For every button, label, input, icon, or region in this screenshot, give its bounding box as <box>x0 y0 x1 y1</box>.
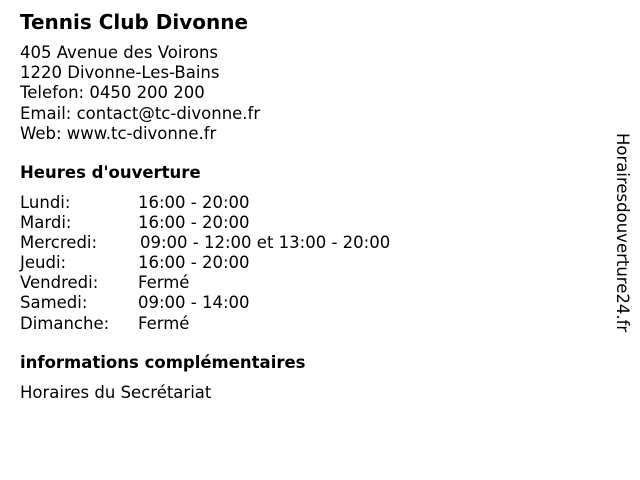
day-label: Mardi: <box>20 213 72 233</box>
day-hours: 16:00 - 20:00 <box>138 253 250 273</box>
day-label: Dimanche: <box>20 313 110 333</box>
hours-row-tuesday <box>20 213 390 233</box>
club-name: Tennis Club Divonne <box>20 10 249 34</box>
day-label: Mercredi: <box>20 233 98 253</box>
web-line: Web: www.tc-divonne.fr <box>20 123 217 143</box>
day-hours: 16:00 - 20:00 <box>138 193 250 212</box>
address-city: 1220 Divonne-Les-Bains <box>20 63 220 83</box>
day-hours: Fermé <box>138 273 190 293</box>
address-street: 405 Avenue des Voirons <box>20 43 219 62</box>
email-line: Email: contact@tc-divonne.fr <box>20 103 261 123</box>
day-label: Vendredi: <box>20 273 99 293</box>
day-label: Lundi: <box>20 193 71 212</box>
day-hours: 16:00 - 20:00 <box>138 213 250 233</box>
hours-row-sunday <box>20 314 390 334</box>
hours-row-friday <box>20 273 390 293</box>
hours-table <box>20 193 390 334</box>
hours-row-saturday <box>20 293 390 313</box>
day-label: Jeudi: <box>20 253 67 273</box>
info-heading: informations complémentaires <box>20 353 306 372</box>
day-hours: Fermé <box>138 313 190 333</box>
info-text: Horaires du Secrétariat <box>20 383 212 402</box>
day-label: Samedi: <box>20 293 88 313</box>
day-hours: 09:00 - 14:00 <box>138 293 250 313</box>
hours-row-monday <box>20 193 390 213</box>
hours-row-wednesday <box>20 233 390 253</box>
site-credit: Horairesdouverture24.fr <box>613 133 632 333</box>
phone-line: Telefon: 0450 200 200 <box>20 83 205 103</box>
hours-row-thursday <box>20 253 390 273</box>
address-block <box>20 43 260 144</box>
hours-heading: Heures d'ouverture <box>20 163 201 182</box>
day-hours: 09:00 - 12:00 et 13:00 - 20:00 <box>140 233 391 253</box>
